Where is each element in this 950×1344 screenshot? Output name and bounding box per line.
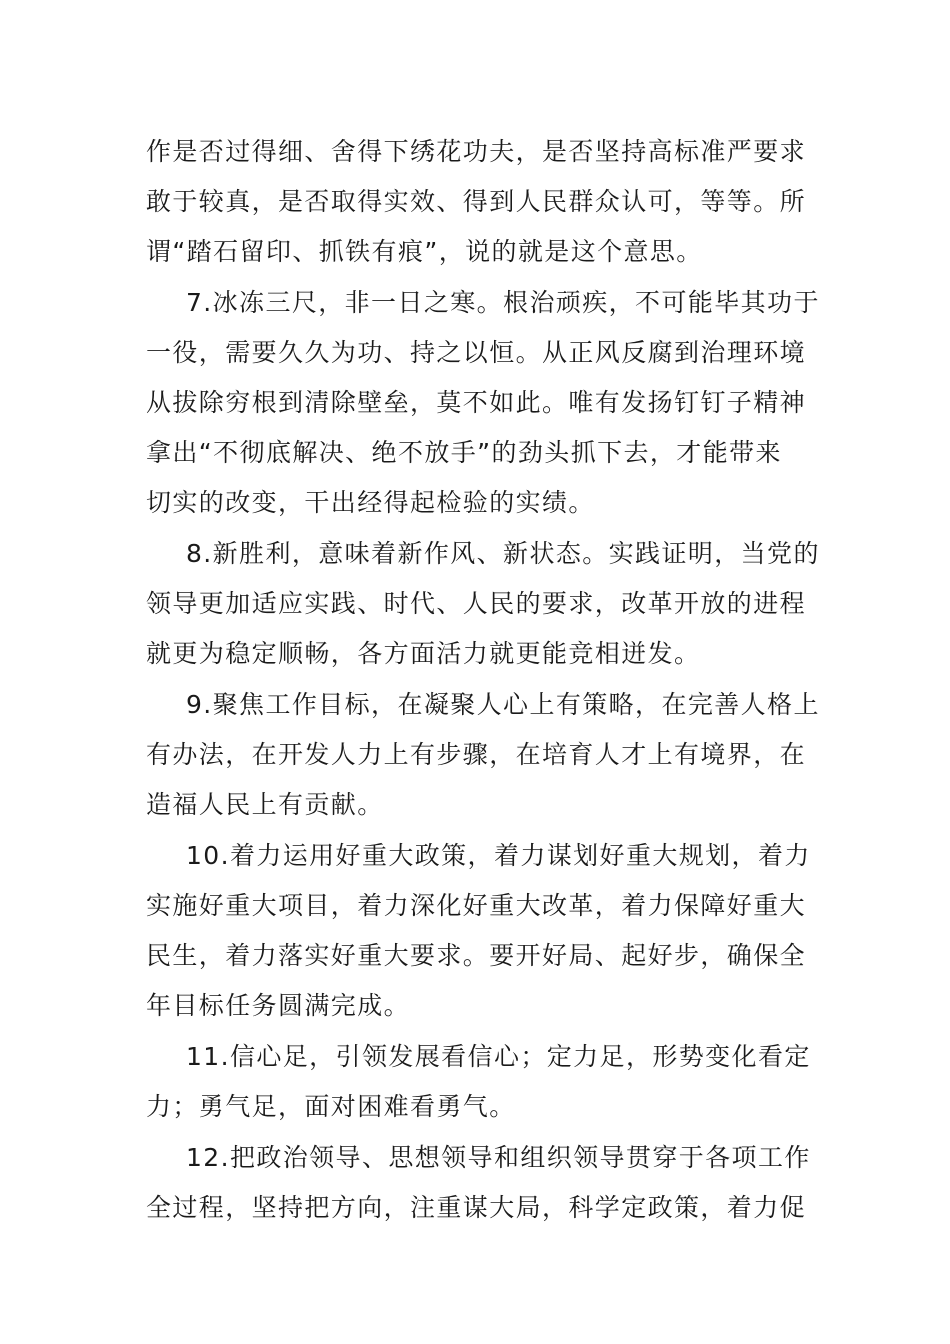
text-line: 从拔除穷根到清除壁垒，莫不如此。唯有发扬钉钉子精神	[146, 388, 807, 417]
paragraph-8	[146, 529, 820, 679]
text-line: 领导更加适应实践、时代、人民的要求，改革开放的进程	[146, 589, 807, 618]
paragraph-7	[146, 278, 820, 528]
text-line: 10.着力运用好重大政策，着力谋划好重大规划，着力	[186, 841, 811, 870]
text-line: 敢于较真，是否取得实效、得到人民群众认可，等等。所	[146, 187, 807, 216]
text-line: 谓“踏石留印、抓铁有痕”，说的就是这个意思。	[146, 237, 703, 266]
text-line: 力；勇气足，面对困难看勇气。	[146, 1092, 516, 1121]
text-line: 作是否过得细、舍得下绣花功夫，是否坚持高标准严要求	[146, 137, 807, 166]
text-line: 切实的改变，干出经得起检验的实绩。	[146, 488, 595, 517]
text-line: 12.把政治领导、思想领导和组织领导贯穿于各项工作	[186, 1143, 811, 1172]
paragraph-12	[146, 1133, 810, 1233]
text-line: 一役，需要久久为功、持之以恒。从正风反腐到治理环境	[146, 338, 807, 367]
text-line: 有办法，在开发人力上有步骤，在培育人才上有境界，在	[146, 740, 807, 769]
text-line: 8.新胜利，意味着新作风、新状态。实践证明，当党的	[186, 539, 820, 568]
text-line: 民生，着力落实好重大要求。要开好局、起好步，确保全	[146, 941, 807, 970]
paragraph-10	[146, 831, 810, 1031]
text-line: 9.聚焦工作目标，在凝聚人心上有策略，在完善人格上	[186, 690, 820, 719]
text-line: 11.信心足，引领发展看信心；定力足，形势变化看定	[186, 1042, 811, 1071]
paragraph-11	[146, 1032, 810, 1132]
text-line: 7.冰冻三尺，非一日之寒。根治顽疾，不可能毕其功于	[186, 288, 820, 317]
paragraph-continued	[146, 127, 810, 277]
text-line: 实施好重大项目，着力深化好重大改革，着力保障好重大	[146, 891, 807, 920]
text-line: 就更为稳定顺畅，各方面活力就更能竞相迸发。	[146, 639, 701, 668]
text-line: 造福人民上有贡献。	[146, 790, 384, 819]
paragraph-9	[146, 680, 820, 830]
text-line: 年目标任务圆满完成。	[146, 991, 411, 1020]
document-body	[146, 127, 820, 1234]
text-line: 全过程，坚持把方向，注重谋大局，科学定政策，着力促	[146, 1193, 807, 1222]
text-line: 拿出“不彻底解决、绝不放手”的劲头抓下去，才能带来	[146, 438, 782, 467]
